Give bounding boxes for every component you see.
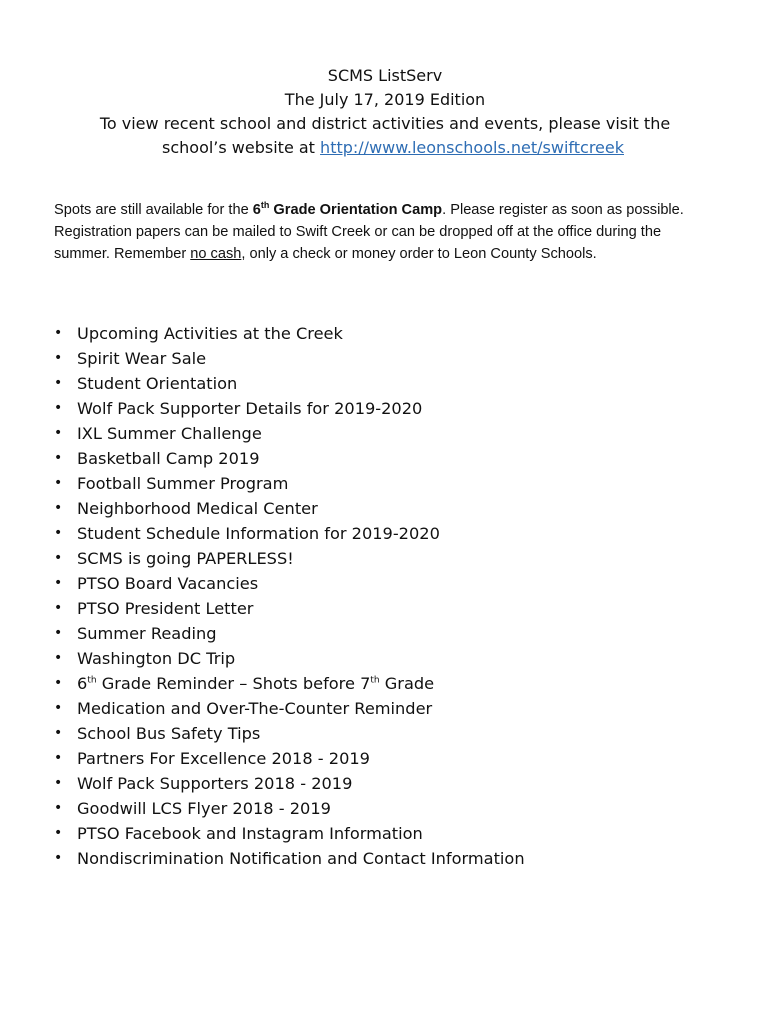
list-item xyxy=(54,821,734,846)
list-item-text: Upcoming Activities at the Creek xyxy=(77,324,343,343)
bullet-icon: • xyxy=(54,850,63,866)
list-item-text: Student Schedule Information for 2019-2020 xyxy=(77,524,440,543)
announcement-text-2: . Please register as soon as possible. Registration papers can be mailed to Swift Creek or can be dropped off at the office during the summer. Remember xyxy=(54,202,684,262)
list-item xyxy=(54,746,734,771)
bullet-icon: • xyxy=(54,525,63,541)
no-cash-emphasis: no cash xyxy=(190,246,242,262)
list-item-text: Nondiscrimination Notification and Contact Information xyxy=(77,849,525,868)
list-item-text: Student Orientation xyxy=(77,374,238,393)
bullet-icon: • xyxy=(54,350,63,366)
newsletter-header xyxy=(0,64,770,160)
grade-suffix: th xyxy=(260,200,270,211)
newsletter-title: SCMS ListServ xyxy=(327,66,443,85)
bullet-icon: • xyxy=(54,725,63,741)
bullet-icon: • xyxy=(54,825,63,841)
bullet-icon: • xyxy=(54,775,63,791)
list-item xyxy=(54,321,734,346)
list-item xyxy=(54,596,734,621)
bullet-icon: • xyxy=(54,600,63,616)
list-item xyxy=(54,546,734,571)
list-item xyxy=(54,796,734,821)
list-item-shots-reminder xyxy=(54,671,734,696)
list-item-text: Medication and Over-The-Counter Reminder xyxy=(77,699,433,718)
list-item-text: Partners For Excellence 2018 - 2019 xyxy=(77,749,370,768)
list-item xyxy=(54,721,734,746)
bullet-icon: • xyxy=(54,450,63,466)
list-item-text: PTSO Board Vacancies xyxy=(77,574,259,593)
list-item xyxy=(54,446,734,471)
bullet-icon: • xyxy=(54,675,63,691)
camp-name-text: Grade Orientation Camp xyxy=(269,202,443,218)
list-item xyxy=(54,696,734,721)
shots-grade-7-suffix: th xyxy=(370,675,380,686)
list-item xyxy=(54,371,734,396)
shots-middle-text: Grade Reminder – Shots before 7 xyxy=(96,674,371,693)
shots-grade-6-suffix: th xyxy=(87,675,97,686)
bullet-icon: • xyxy=(54,800,63,816)
list-item xyxy=(54,521,734,546)
list-item-text: Basketball Camp 2019 xyxy=(77,449,260,468)
list-item-text: Neighborhood Medical Center xyxy=(77,499,318,518)
topics-list xyxy=(54,321,734,871)
list-item-text: School Bus Safety Tips xyxy=(77,724,261,743)
shots-grade-6: 6 xyxy=(77,674,88,693)
list-item xyxy=(54,396,734,421)
list-item xyxy=(54,846,734,871)
bullet-icon: • xyxy=(54,650,63,666)
bullet-icon: • xyxy=(54,400,63,416)
announcement-text-3: , only a check or money order to Leon County Schools. xyxy=(241,246,597,262)
list-item xyxy=(54,421,734,446)
website-prefix: school’s website at xyxy=(162,138,321,157)
list-item-text: Summer Reading xyxy=(77,624,217,643)
list-item xyxy=(54,621,734,646)
list-item-text: Wolf Pack Supporters 2018 - 2019 xyxy=(77,774,353,793)
list-item-text: Goodwill LCS Flyer 2018 - 2019 xyxy=(77,799,331,818)
shots-end-text: Grade xyxy=(379,674,435,693)
list-item-text: PTSO Facebook and Instagram Information xyxy=(77,824,423,843)
bullet-icon: • xyxy=(54,375,63,391)
school-website-link[interactable]: http://www.leonschools.net/swiftcreek xyxy=(320,138,624,157)
list-item-text: Wolf Pack Supporter Details for 2019-2020 xyxy=(77,399,423,418)
bullet-icon: • xyxy=(54,425,63,441)
visit-instruction-line: To view recent school and district activities and events, please visit the xyxy=(99,114,671,133)
list-item xyxy=(54,471,734,496)
orientation-camp-announcement xyxy=(54,199,694,265)
bullet-icon: • xyxy=(54,700,63,716)
list-item-text: PTSO President Letter xyxy=(77,599,254,618)
list-item-text: Spirit Wear Sale xyxy=(77,349,207,368)
bullet-icon: • xyxy=(54,625,63,641)
list-item-text: Washington DC Trip xyxy=(77,649,236,668)
announcement-text-1: Spots are still available for the xyxy=(54,202,253,218)
list-item-text: IXL Summer Challenge xyxy=(77,424,262,443)
announcement-camp-name xyxy=(253,202,442,218)
list-item-text: Football Summer Program xyxy=(77,474,289,493)
list-item xyxy=(54,346,734,371)
list-item xyxy=(54,646,734,671)
grade-number: 6 xyxy=(252,202,261,218)
bullet-icon: • xyxy=(54,575,63,591)
edition-line: The July 17, 2019 Edition xyxy=(284,90,486,109)
bullet-icon: • xyxy=(54,475,63,491)
bullet-icon: • xyxy=(54,500,63,516)
list-item xyxy=(54,771,734,796)
website-line xyxy=(0,136,770,160)
bullet-icon: • xyxy=(54,750,63,766)
bullet-icon: • xyxy=(54,325,63,341)
bullet-icon: • xyxy=(54,550,63,566)
list-item xyxy=(54,496,734,521)
list-item xyxy=(54,571,734,596)
list-item-text: SCMS is going PAPERLESS! xyxy=(77,549,294,568)
